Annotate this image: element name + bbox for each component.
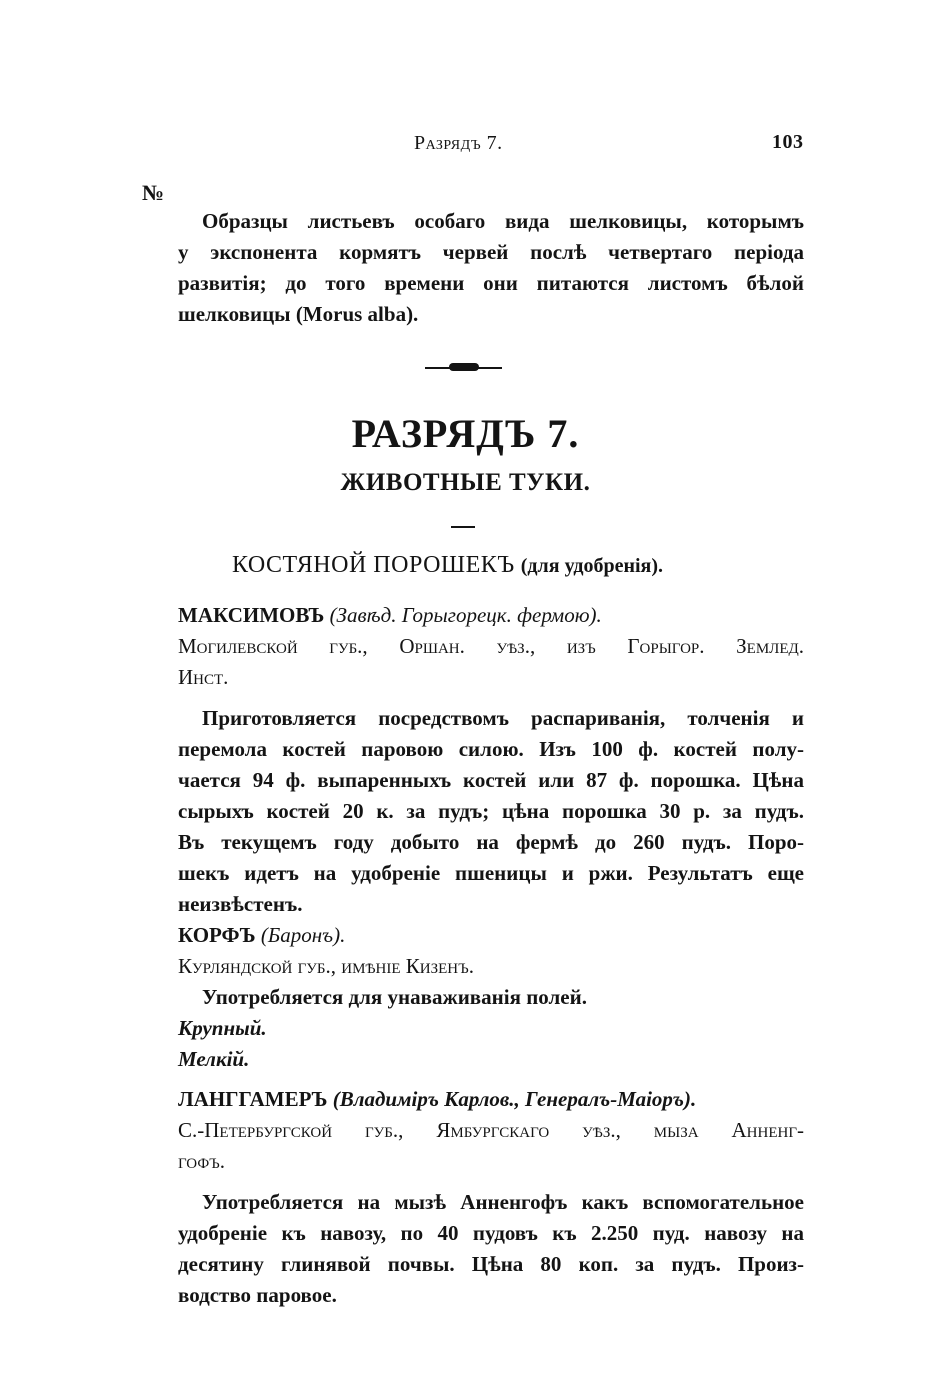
exhibitor-name: КОРФЪ [178, 923, 256, 947]
desc-line: Употребляется на мызѣ Анненгофъ какъ вспомогательное [202, 1190, 804, 1214]
desc-line: водство паровое. [178, 1283, 337, 1307]
page-number: 103 [772, 131, 804, 153]
entry-name-line [178, 600, 804, 631]
desc-line: неизвѣстенъ. [178, 892, 303, 916]
desc-line: шекъ идетъ на удобреніе пшеницы и ржи. Результатъ еще [178, 861, 804, 885]
item-heading [232, 552, 663, 579]
item-heading-title: КОСТЯНОЙ ПОРОШЕКЪ [232, 552, 515, 578]
intro-paragraph [178, 206, 804, 330]
intro-line: развитія; до того времени они питаются листомъ бѣлой [178, 271, 804, 295]
exhibitor-name: ЛАНГГАМЕРЪ [178, 1087, 328, 1111]
entry-name-line [178, 920, 804, 951]
desc-line: сырыхъ костей 20 к. за пудъ; цѣна порошка 30 р. за пудъ. [178, 799, 804, 823]
intro-line: шелковицы (Morus alba). [178, 302, 419, 326]
section-subtitle: ЖИВОТНЫЕ ТУКИ. [340, 469, 591, 496]
desc-line: десятину глинявой почвы. Цѣна 80 коп. за пудъ. Произ- [178, 1252, 804, 1276]
entry-maksimov [178, 600, 804, 920]
section-title: РАЗРЯДЪ 7. [351, 411, 580, 456]
intro-line: Образцы листьевъ особаго вида шелковицы, которымъ [202, 209, 804, 233]
intro-line: у экспонента кормятъ червей послѣ четвертаго періода [178, 240, 804, 264]
address-line: Курляндской губ., имѣніе Кизенъ. [178, 954, 474, 978]
margin-number-sign: № [142, 180, 165, 205]
address-line: Инст. [178, 665, 229, 689]
exhibitor-qualifier: (Завѣд. Горыгорецк. фермою). [329, 603, 602, 627]
desc-line: перемола костей паровою силою. Изъ 100 ф. костей полу- [178, 737, 804, 761]
desc-line: Въ текущемъ году добыто на фермѣ до 260 пудъ. Поро- [178, 830, 804, 854]
exhibitor-qualifier: (Владиміръ Карлов., Генералъ-Маіоръ). [332, 1087, 697, 1111]
divider-ornament [449, 363, 479, 371]
address-line: гофъ. [178, 1149, 226, 1173]
desc-line: удобреніе къ навозу, по 40 пудовъ къ 2.250 пуд. навозу на [178, 1221, 804, 1245]
entry-langgamer [178, 1084, 804, 1311]
variety-item: Крупный. [178, 1016, 267, 1040]
desc-line: чается 94 ф. выпаренныхъ костей или 87 ф. порошка. Цѣна [178, 768, 804, 792]
item-heading-note: (для удобренія). [520, 555, 664, 577]
desc-line: Употребляется для унаваживанія полей. [202, 985, 587, 1009]
entry-korf [178, 920, 804, 1075]
exhibitor-name: МАКСИМОВЪ [178, 603, 325, 627]
address-line: Могилевской губ., Оршан. уѣз., изъ Горыгор. Землед. [178, 634, 804, 658]
variety-item: Мелкій. [178, 1047, 250, 1071]
entry-name-line [178, 1084, 804, 1115]
exhibitor-qualifier: (Баронъ). [260, 923, 346, 947]
desc-line: Приготовляется посредствомъ распариванія, толченія и [202, 706, 804, 730]
running-title: Разрядъ 7. [414, 132, 503, 154]
subtitle-rule [451, 526, 475, 528]
address-line: С.-Петербургской губ., Ямбургскаго уѣз., мыза Анненг- [178, 1118, 804, 1142]
